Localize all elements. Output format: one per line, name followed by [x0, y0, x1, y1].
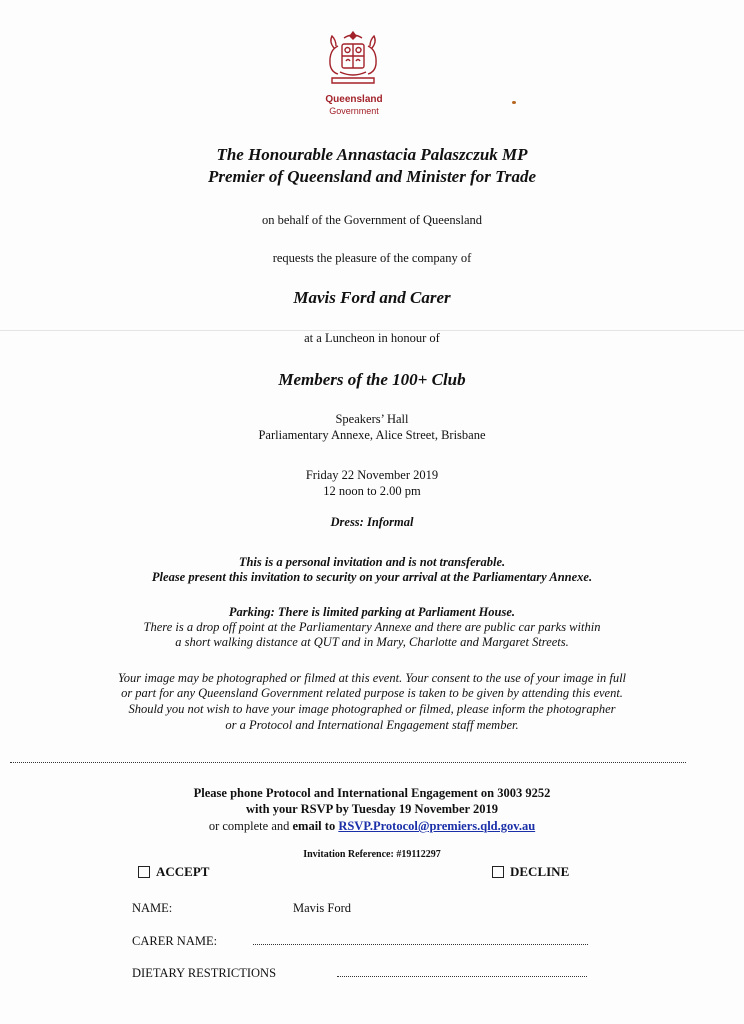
logo-wordmark: Queensland	[325, 94, 383, 105]
paper-speck	[512, 101, 516, 104]
image-notice-4: or a Protocol and International Engagement staff member.	[225, 718, 519, 732]
image-notice-2: or part for any Queensland Government related purpose is taken to be given by attending this event.	[121, 686, 623, 700]
guest-name: Mavis Ford and Carer	[293, 288, 451, 307]
event-time: 12 noon to 2.00 pm	[323, 484, 421, 498]
occasion-text: at a Luncheon in honour of	[304, 331, 440, 345]
name-label: NAME:	[132, 901, 173, 915]
host-name: The Honourable Annastacia Palaszczuk MP	[216, 145, 528, 164]
accept-checkbox[interactable]	[138, 866, 150, 878]
decline-label: DECLINE	[510, 864, 570, 879]
carer-name-label: CARER NAME:	[132, 934, 218, 948]
parking-line-1: There is a drop off point at the Parliamentary Annexe and there are public car parks within	[143, 620, 601, 634]
image-notice-3: Should you not wish to have your image photographed or filmed, please inform the photographer	[128, 702, 616, 716]
image-notice-1: Your image may be photographed or filmed at this event. Your consent to the use of your image in full	[117, 671, 627, 685]
behalf-text: on behalf of the Government of Queensland	[261, 213, 483, 227]
rsvp-email-link[interactable]: RSVP.Protocol@premiers.qld.gov.au	[338, 819, 536, 833]
logo-subtitle: Government	[329, 106, 379, 116]
personal-notice-2: Please present this invitation to security on your arrival at the Parliamentary Annexe.	[151, 570, 593, 584]
name-value[interactable]: Mavis Ford	[293, 901, 351, 915]
rsvp-email-label: email to	[292, 819, 336, 833]
accept-option[interactable]	[138, 864, 209, 880]
rsvp-phone: Please phone Protocol and International Engagement on 3003 9252	[193, 786, 551, 800]
accept-label: ACCEPT	[156, 864, 210, 879]
requests-text: requests the pleasure of the company of	[272, 251, 472, 265]
dietary-field[interactable]	[337, 976, 587, 977]
host-title: Premier of Queensland and Minister for Trade	[207, 167, 537, 186]
personal-notice-1: This is a personal invitation and is not transferable.	[238, 555, 506, 569]
parking-line-2: a short walking distance at QUT and in Mary, Charlotte and Margaret Streets.	[175, 635, 569, 649]
rsvp-email-line	[0, 818, 744, 834]
event-date: Friday 22 November 2019	[305, 468, 439, 482]
rsvp-email-prefix: or complete and	[208, 819, 293, 833]
tear-off-divider	[10, 762, 686, 763]
decline-option[interactable]	[492, 864, 569, 880]
rsvp-deadline: with your RSVP by Tuesday 19 November 2019	[245, 802, 498, 816]
venue-line-2: Parliamentary Annexe, Alice Street, Brisbane	[258, 428, 486, 442]
queensland-crest-icon	[318, 28, 388, 88]
honourees-text: Members of the 100+ Club	[278, 370, 466, 389]
decline-checkbox[interactable]	[492, 866, 504, 878]
dietary-label: DIETARY RESTRICTIONS	[132, 966, 277, 980]
dress-code: Dress: Informal	[330, 515, 414, 529]
invitation-reference: Invitation Reference: #19112297	[303, 849, 441, 860]
parking-heading: Parking: There is limited parking at Parliament House.	[228, 605, 516, 619]
carer-name-field[interactable]	[253, 944, 588, 945]
venue-line-1: Speakers’ Hall	[335, 412, 409, 426]
